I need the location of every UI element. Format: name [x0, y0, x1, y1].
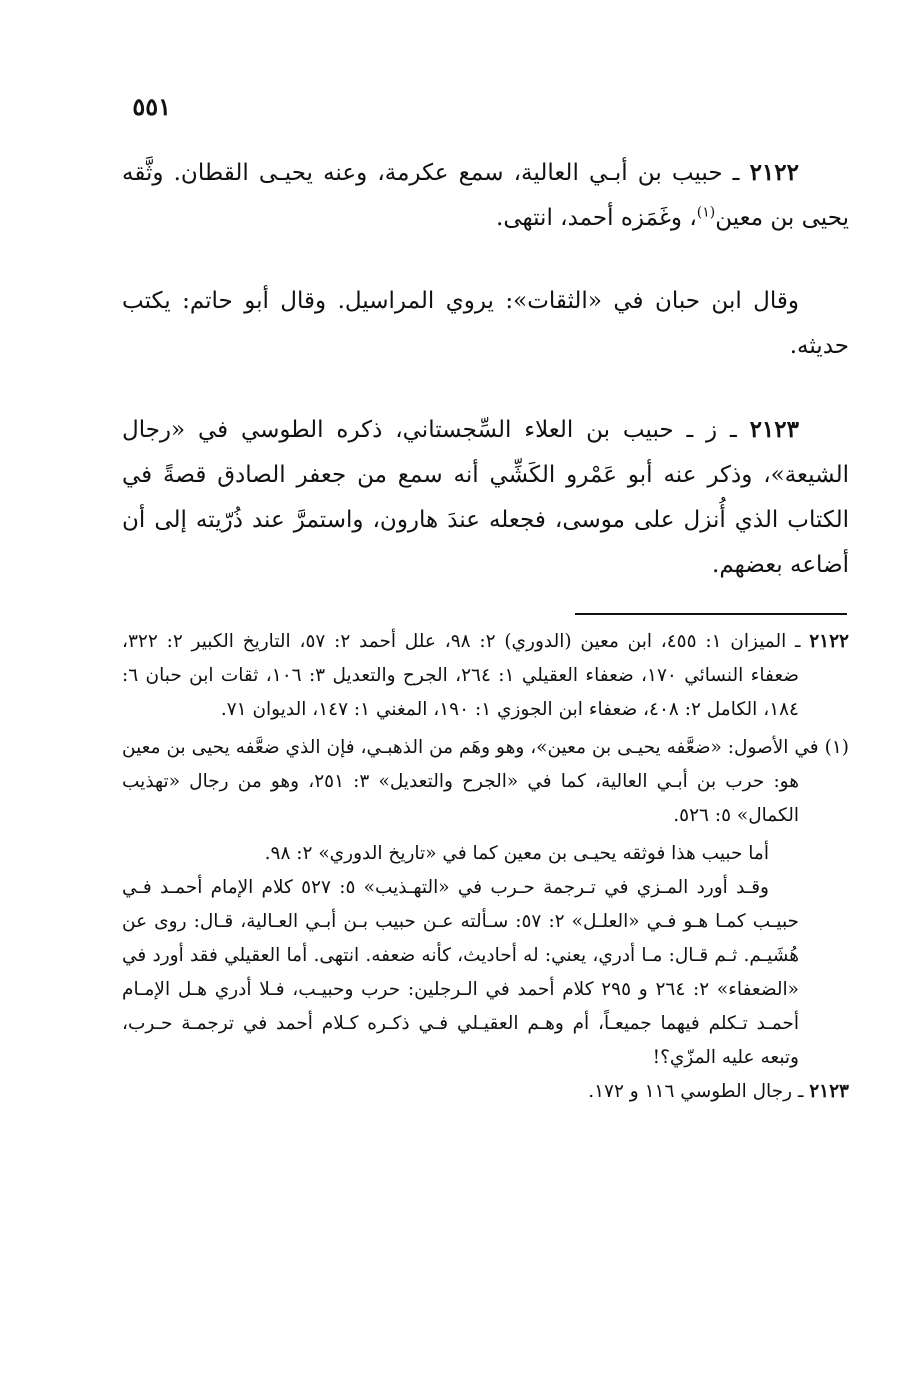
- entry-2123: [122, 407, 849, 588]
- footnote-1-paragraph-2: أما حبيب هذا فوثقه يحيـى بن معين كما في «تاريخ الدوري» ٢: ٩٨.: [264, 843, 769, 864]
- entry-number: ٢١٢٢: [749, 159, 799, 186]
- main-text: [122, 150, 849, 588]
- entry-number: ٢١٢٣: [749, 416, 799, 443]
- entry-2122-continuation: وقال ابن حبان في «الثقات»: يروي المراسيل. وقال أبو حاتم: يكتب حديثه.: [122, 288, 849, 359]
- footnote-2122: [122, 625, 849, 727]
- footnotes: [122, 625, 849, 1109]
- footnote-marker: (١): [824, 737, 849, 758]
- footnote-2123: [122, 1075, 849, 1109]
- footnote-text: في الأصول: «ضعَّفه يحيـى بن معين»، وهو وهَم من الذهبـي، فإن الذي ضعَّفه يحيى بن معين هو: حرب بن أبـي العالية، كما في «الجرح والتعديل» ٣: ٢٥١، وهو من رجال «تهذيب الكمال» ٥: ٥٢٦.: [122, 737, 825, 826]
- footnote-1-paragraph-3: وقـد أورد المـزي في تـرجمة حـرب في «التهـذيب» ٥: ٥٢٧ كلام الإمام أحمـد فـي حبيـب كمـا هـو فـي «العلـل» ٢: ٥٧: سـألته عـن حبيب بـن أبـي العـالية، قـال: روى عن هُشَيـم. ثـم قـال: مـا أدري، يعني: له أحاديث، كأنه ضعفه. انتهى. أما العقيلي فقد أورد في «الضعفاء» ٢: ٢٦٤ و ٢٩٥ كلام أحمد في الـرجلين: حرب وحبيـب، فـلا أدري هـل الإمـام أحمـد تـكلم فيهما جميعـاً، أم وهـم العقيـلي فـي ذكـره كـلام أحمد في ترجمـة حـرب، وتبعه عليه المزّي؟!: [122, 877, 799, 1068]
- footnote-number: ٢١٢٢: [809, 631, 849, 652]
- entry-text: ـ ز ـ حبيب بن العلاء السِّجستاني، ذكره الطوسي في «رجال الشيعة»، وذكر عنه أبو عَمْرو الكَشِّي أنه سمع من جعفر الصادق قصةً في الكتاب الذي أُنزل على موسى، فجعله عندَ هارون، واستمرَّ عند ذُرّيته إلى أن أضاعه بعضهم.: [122, 417, 849, 578]
- footnote-number: ٢١٢٣: [809, 1081, 849, 1102]
- entry-text: ـ حبيب بن أبـي العالية، سمع عكرمة، وعنه يحيـى القطان. وثَّقه يحيى بن معين: [122, 160, 849, 231]
- footnote-text: ـ الميزان ١: ٤٥٥، ابن معين (الدوري) ٢: ٩٨، علل أحمد ٢: ٥٧، التاريخ الكبير ٢: ٣٢٢، ضعفاء النسائي ١٧٠، ضعفاء العقيلي ١: ٢٦٤، الجرح والتعديل ٣: ١٠٦، ثقات ابن حبان ٦: ١٨٤، الكامل ٢: ٤٠٨، ضعفاء ابن الجوزي ١: ١٩٠، المغني ١: ١٤٧، الديوان ٧١.: [122, 631, 810, 720]
- footnote-divider: [575, 613, 847, 615]
- footnote-ref[interactable]: (١): [696, 204, 716, 221]
- footnote-1: [122, 731, 849, 833]
- footnote-text: ـ رجال الطوسي ١١٦ و ١٧٢.: [588, 1081, 810, 1102]
- entry-2122: [122, 150, 849, 241]
- entry-text: ، وغَمَزه أحمد، انتهى.: [496, 205, 697, 231]
- page-number: ٥٥١: [132, 92, 171, 121]
